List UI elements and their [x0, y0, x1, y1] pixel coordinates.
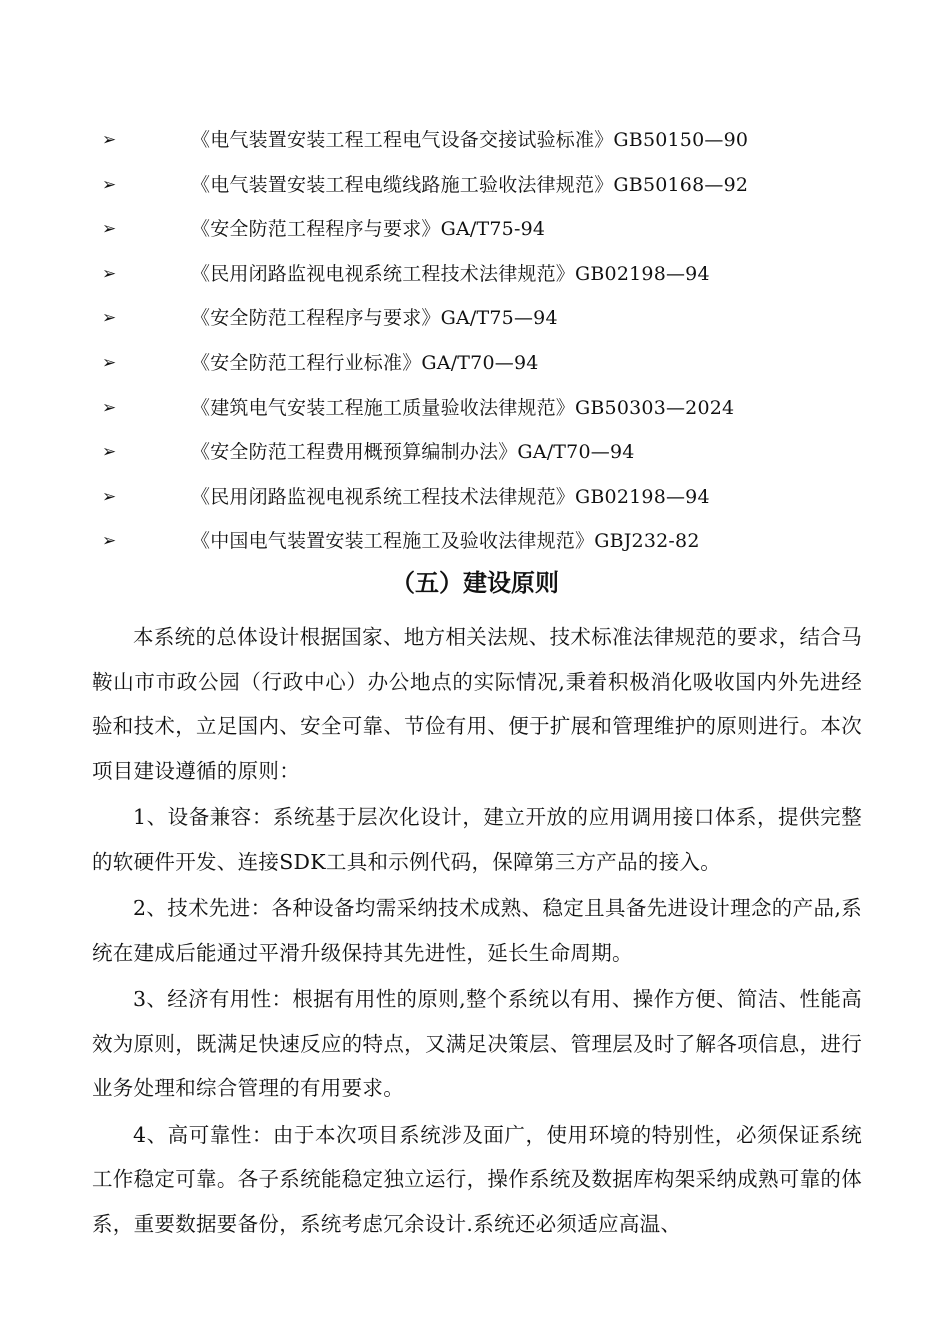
standard-title: 《安全防范工程行业标准》GA/T70—94: [191, 351, 539, 374]
standard-title: 《建筑电气安装工程施工质量验收法律规范》GB50303—2024: [191, 396, 735, 419]
list-item: [0, 119, 950, 164]
standard-title: 《中国电气装置安装工程施工及验收法律规范》GBJ232-82: [191, 530, 700, 553]
list-item: [0, 520, 950, 565]
arrow-bullet-icon: ➢: [102, 263, 117, 284]
standards-list: [0, 119, 950, 565]
arrow-bullet-icon: ➢: [102, 308, 117, 329]
list-item: [0, 297, 950, 342]
section-body: [92, 615, 862, 1248]
arrow-bullet-icon: ➢: [102, 352, 117, 373]
list-item: [0, 253, 950, 298]
arrow-bullet-icon: ➢: [102, 130, 117, 150]
list-item: [0, 342, 950, 387]
arrow-bullet-icon: ➢: [102, 442, 117, 463]
arrow-bullet-icon: ➢: [102, 219, 117, 240]
arrow-bullet-icon: ➢: [102, 531, 117, 552]
principle-paragraph: 2、技术先进：各种设备均需采纳技术成熟、稳定且具备先进设计理念的产品,系统在建成后能通过平滑升级保持其先进性，延长生命周期。: [92, 896, 862, 965]
principle-paragraph: 4、高可靠性：由于本次项目系统涉及面广，使用环境的特别性，必须保证系统工作稳定可靠。各子系统能稳定独立运行，操作系统及数据库构架采纳成熟可靠的体系，重要数据要备份，系统考虑冗余设计.系统还必须适应高温、: [92, 1122, 862, 1236]
section-heading: （五）建设原则: [391, 569, 559, 597]
arrow-bullet-icon: ➢: [102, 486, 117, 507]
standard-title: 《民用闭路监视电视系统工程技术法律规范》GB02198—94: [191, 485, 710, 508]
list-item: [0, 431, 950, 476]
intro-paragraph: 本系统的总体设计根据国家、地方相关法规、技术标准法律规范的要求，结合马鞍山市市政公园（行政中心）办公地点的实际情况,秉着积极消化吸收国内外先进经验和技术，立足国内、安全可靠、节俭有用、便于扩展和管理维护的原则进行。本次项目建设遵循的原则：: [92, 625, 862, 783]
standard-title: 《安全防范工程程序与要求》GA/T75-94: [191, 218, 546, 241]
standard-title: 《电气装置安装工程工程电气设备交接试验标准》GB50150—90: [191, 129, 749, 151]
standard-title: 《安全防范工程程序与要求》GA/T75—94: [191, 307, 558, 330]
list-item: [0, 476, 950, 521]
standard-title: 《民用闭路监视电视系统工程技术法律规范》GB02198—94: [191, 262, 710, 285]
arrow-bullet-icon: ➢: [102, 397, 117, 418]
standard-title: 《电气装置安装工程电缆线路施工验收法律规范》GB50168—92: [191, 173, 749, 196]
principle-paragraph: 1、设备兼容：系统基于层次化设计，建立开放的应用调用接口体系，提供完整的软硬件开发、连接SDK工具和示例代码，保障第三方产品的接入。: [92, 805, 862, 874]
list-item: [0, 387, 950, 432]
standard-title: 《安全防范工程费用概预算编制办法》GA/T70—94: [191, 441, 635, 464]
arrow-bullet-icon: ➢: [102, 174, 117, 195]
list-item: [0, 208, 950, 253]
principle-paragraph: 3、经济有用性：根据有用性的原则,整个系统以有用、操作方便、简洁、性能高效为原则，既满足快速反应的特点，又满足决策层、管理层及时了解各项信息，进行业务处理和综合管理的有用要求。: [92, 987, 862, 1100]
list-item: [0, 164, 950, 209]
